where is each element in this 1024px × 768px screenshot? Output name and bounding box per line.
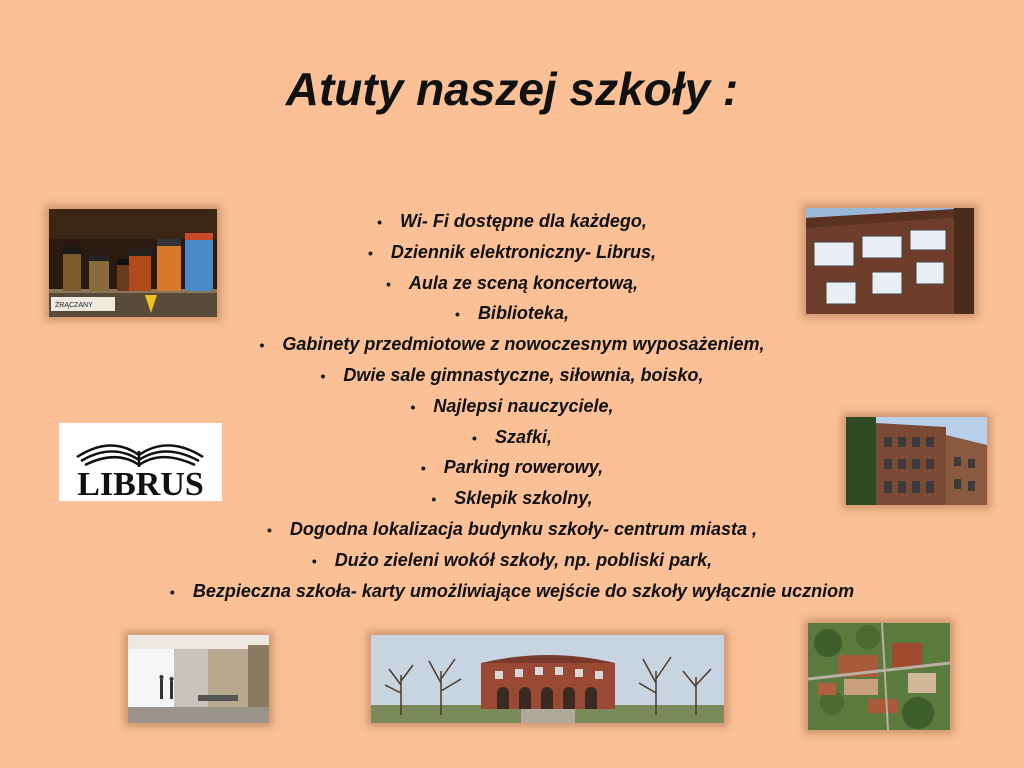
aerial-city-photo bbox=[808, 623, 950, 730]
list-item: • Najlepsi nauczyciele, bbox=[60, 391, 964, 422]
bullet-icon: • bbox=[320, 367, 326, 384]
list-item: • Aula ze sceną koncertową, bbox=[60, 268, 964, 299]
list-item: • Biblioteka, bbox=[60, 298, 964, 329]
bullet-icon: • bbox=[431, 491, 437, 508]
bullet-icon: • bbox=[455, 306, 460, 323]
slide-title: Atuty naszej szkoły : bbox=[285, 63, 739, 115]
building-windows-photo bbox=[806, 208, 974, 314]
bullet-icon: • bbox=[169, 583, 175, 600]
bullet-icon: • bbox=[386, 275, 391, 292]
list-item: • Dziennik elektroniczny- Librus, bbox=[60, 237, 964, 268]
bullet-icon: • bbox=[410, 398, 416, 415]
librus-logo-text: LIBRUS bbox=[77, 466, 204, 501]
list-item: • Wi- Fi dostępne dla każdego, bbox=[60, 206, 964, 237]
list-item: • Dogodna lokalizacja budynku szkoły- centrum miasta , bbox=[60, 514, 964, 545]
bullet-icon: • bbox=[472, 429, 477, 446]
librus-logo bbox=[59, 423, 222, 501]
bullet-icon: • bbox=[420, 460, 426, 477]
list-item: • Bezpieczna szkoła- karty umożliwiające wejście do szkoły wyłącznie uczniom bbox=[60, 576, 964, 607]
lab-label-text: ŻRĄCZANY bbox=[55, 302, 93, 309]
bullet-icon: • bbox=[368, 244, 373, 261]
chemistry-lab-photo bbox=[49, 209, 217, 317]
list-item: • Dwie sale gimnastyczne, siłownia, boisko, bbox=[60, 360, 964, 391]
school-building-photo bbox=[846, 417, 987, 505]
school-facade-photo bbox=[371, 635, 724, 723]
list-item: • Szafki, bbox=[60, 422, 964, 453]
bullet-icon: • bbox=[311, 552, 317, 569]
list-item: • Gabinety przedmiotowe z nowoczesnym wyposażeniem, bbox=[60, 329, 964, 360]
bullet-icon: • bbox=[259, 337, 265, 354]
bullet-icon: • bbox=[377, 214, 383, 230]
bullet-icon: • bbox=[266, 521, 272, 538]
list-item: • Parking rowerowy, bbox=[60, 452, 964, 483]
school-corridor-photo bbox=[128, 635, 269, 723]
list-item: • Dużo zieleni wokół szkoły, np. pobliski park, bbox=[60, 545, 964, 576]
list-item: • Sklepik szkolny, bbox=[60, 483, 964, 514]
